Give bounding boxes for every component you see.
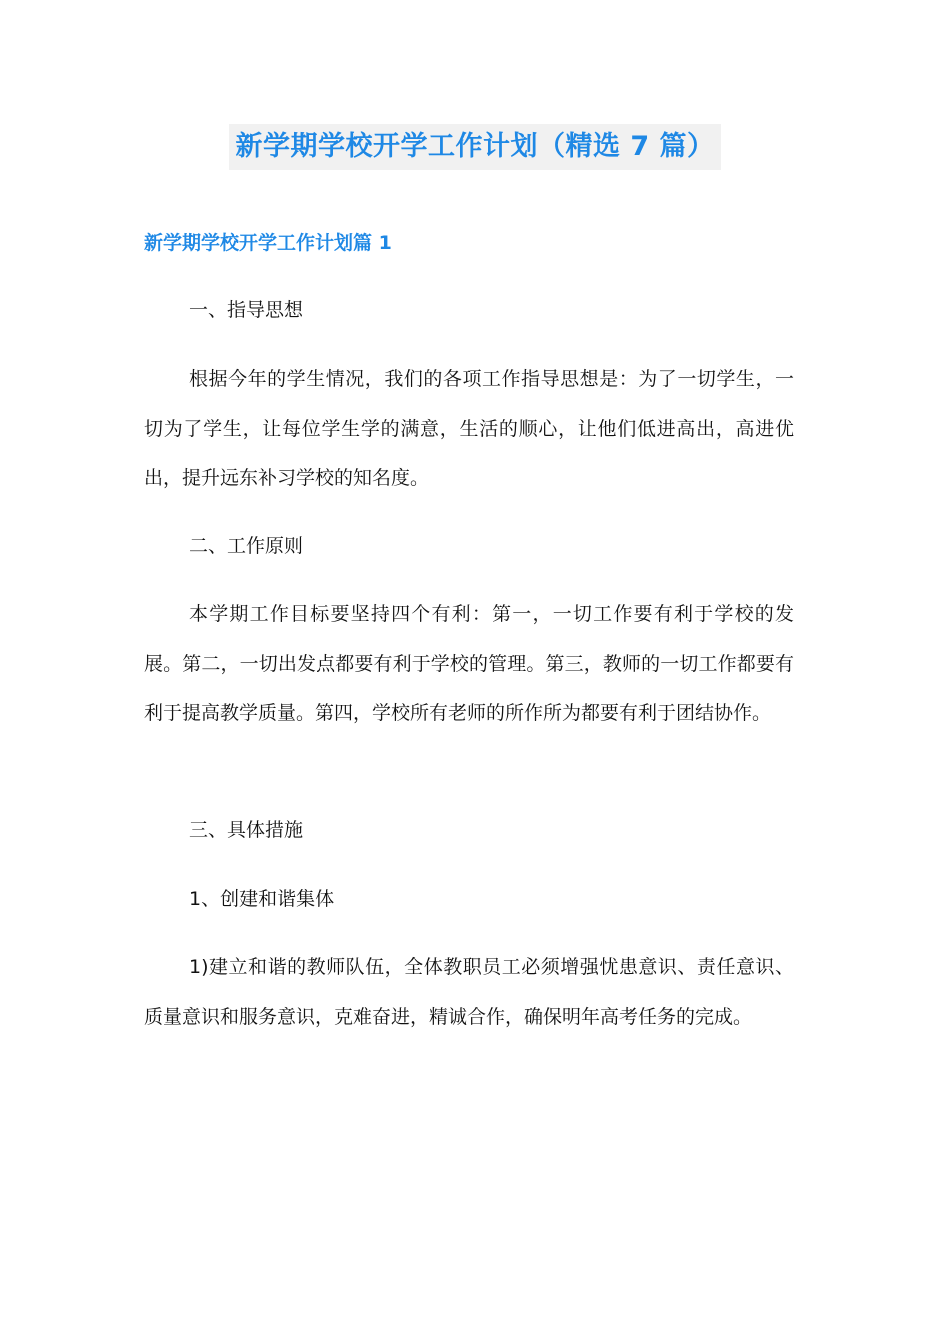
document-title: 新学期学校开学工作计划（精选 7 篇） xyxy=(229,124,720,170)
section-heading: 新学期学校开学工作计划篇 1 xyxy=(144,232,392,254)
paragraph-teacher-team: 1)建立和谐的教师队伍，全体教职员工必须增强忧患意识、责任意识、质量意识和服务意识，克难奋进，精诚合作，确保明年高考任务的完成。 xyxy=(144,956,794,1028)
subhead-work-principles: 二、工作原则 xyxy=(189,535,304,557)
subhead-harmonious-collective: 1、创建和谐集体 xyxy=(189,888,335,910)
paragraph-guiding-ideology: 根据今年的学生情况，我们的各项工作指导思想是：为了一切学生，一切为了学生，让每位学生学的满意，生活的顺心，让他们低进高出，高进优出，提升远东补习学校的知名度。 xyxy=(144,368,794,489)
title-container xyxy=(0,124,950,170)
paragraph-work-principles: 本学期工作目标要坚持四个有利：第一，一切工作要有利于学校的发展。第二，一切出发点都要有利于学校的管理。第三，教师的一切工作都要有利于提高教学质量。第四，学校所有老师的所作所为都要有利于团结协作。 xyxy=(144,603,794,724)
subhead-specific-measures: 三、具体措施 xyxy=(189,819,304,841)
subhead-guiding-ideology: 一、指导思想 xyxy=(189,299,304,321)
